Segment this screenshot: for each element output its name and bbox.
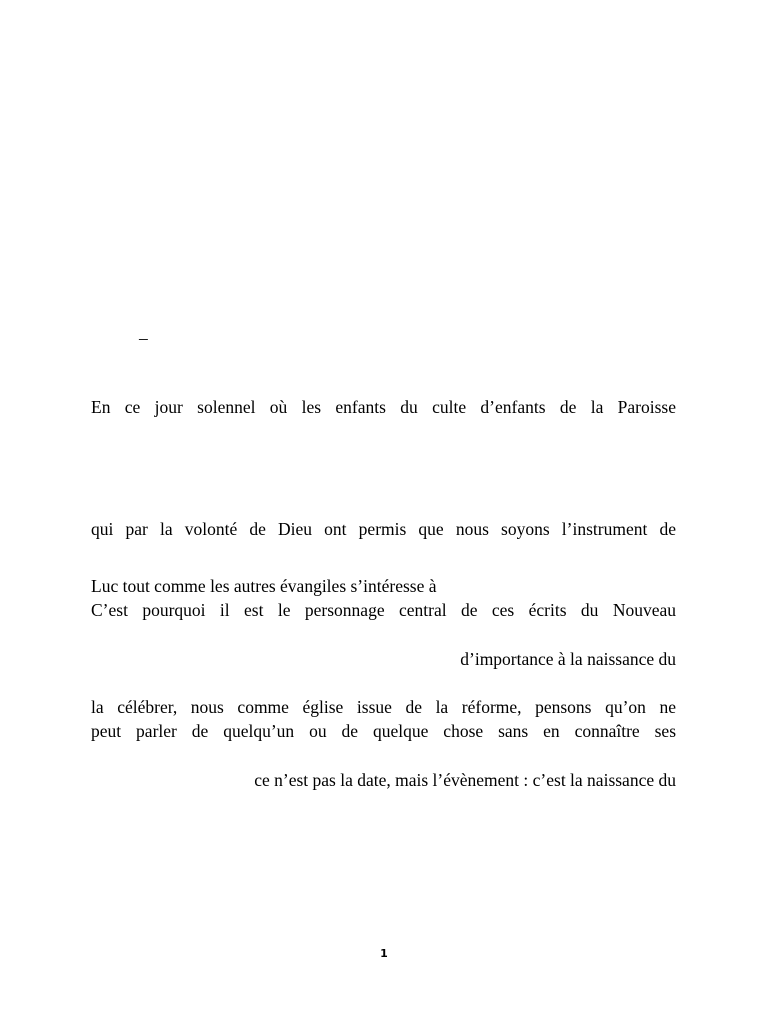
page-number: 1 (380, 947, 388, 960)
text-line-5: d’importance à la naissance du (460, 649, 676, 669)
text-line-7: peut parler de quelqu’un ou de quelque chose sans en connaître ses (91, 721, 676, 741)
text-line-6: la célébrer, nous comme église issue de la réforme, pensons qu’on ne (91, 697, 676, 717)
text-line-8: ce n’est pas la date, mais l’évènement : c’est la naissance du (254, 770, 676, 790)
text-line-2: qui par la volonté de Dieu ont permis que nous soyons l’instrument de (91, 519, 676, 539)
text-line-1: En ce jour solennel où les enfants du culte d’enfants de la Paroisse (91, 397, 676, 417)
dash-mark: – (139, 328, 148, 348)
text-line-3: Luc tout comme les autres évangiles s’intéresse à (91, 576, 437, 596)
text-line-4: C’est pourquoi il est le personnage central de ces écrits du Nouveau (91, 600, 676, 620)
